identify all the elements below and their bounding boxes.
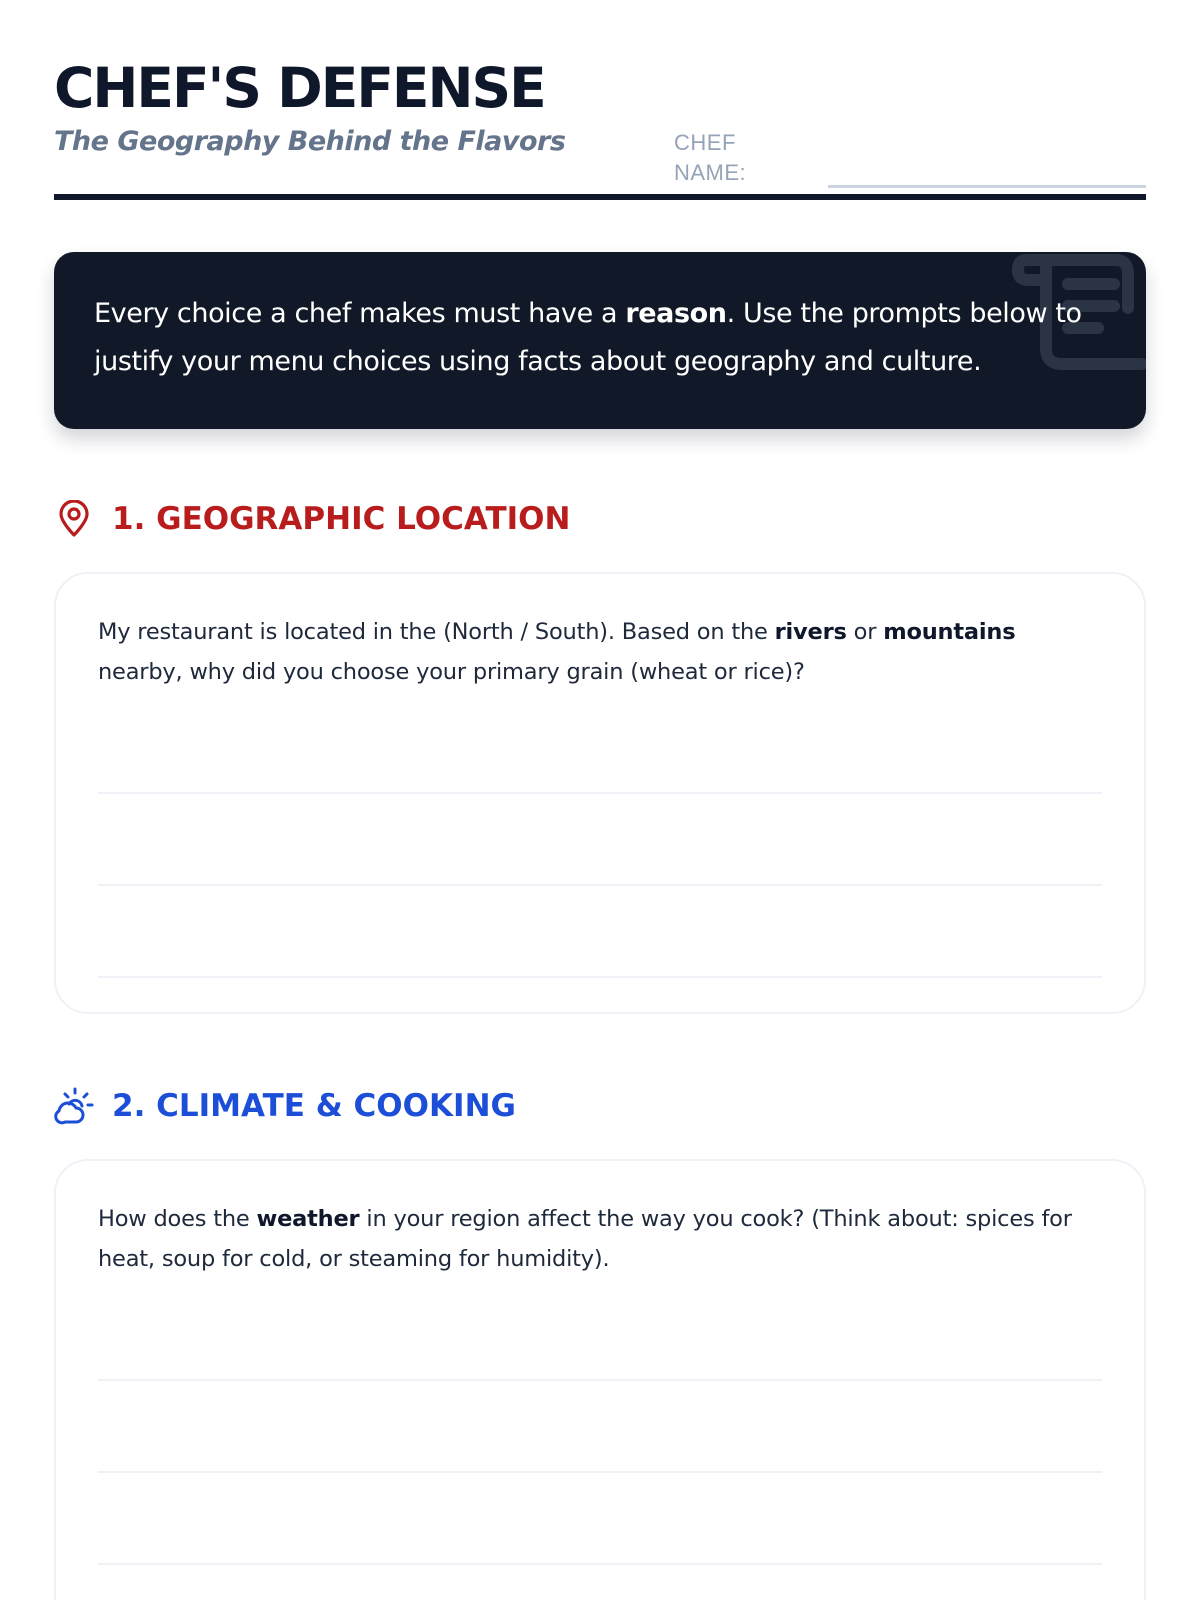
section-climate-cooking-header [54,1086,1146,1126]
answer-area[interactable] [98,702,1102,978]
answer-area[interactable] [98,1289,1102,1565]
chef-name-input[interactable] [828,150,1146,188]
answer-line[interactable] [98,1473,1102,1565]
chef-name-label: CHEF NAME: [674,130,747,185]
intro-bold-word: reason [625,298,727,329]
section-title: 2. CLIMATE & COOKING [112,1088,516,1124]
intro-text: Every choice a chef makes must have a reason. Use the prompts below to justify your menu choices using facts about geography and culture. [94,298,1082,377]
section-geographic-location-card [54,572,1146,1014]
worksheet-header [54,0,1146,200]
section-climate-cooking-card [54,1159,1146,1600]
intro-banner [54,252,1146,429]
page-subtitle: The Geography Behind the Flavors [54,126,566,157]
section-prompt: How does the weather in your region affect the way you cook? (Think about: spices for heat, soup for cold, or steaming for humidity). [98,1206,1072,1272]
cloud-sun-icon [54,1086,94,1126]
section-geographic-location-header [54,499,1146,539]
answer-line[interactable] [98,794,1102,886]
answer-line[interactable] [98,1289,1102,1381]
answer-line[interactable] [98,1381,1102,1473]
section-title: 1. GEOGRAPHIC LOCATION [112,501,571,537]
map-pin-icon [54,499,94,539]
page-title: CHEF'S DEFENSE [54,56,545,120]
answer-line[interactable] [98,886,1102,978]
answer-line[interactable] [98,702,1102,794]
section-prompt: My restaurant is located in the (North / South). Based on the rivers or mountains nearby, why did you choose your primary grain (wheat or rice)? [98,619,1016,685]
chef-name-field [674,128,1146,188]
